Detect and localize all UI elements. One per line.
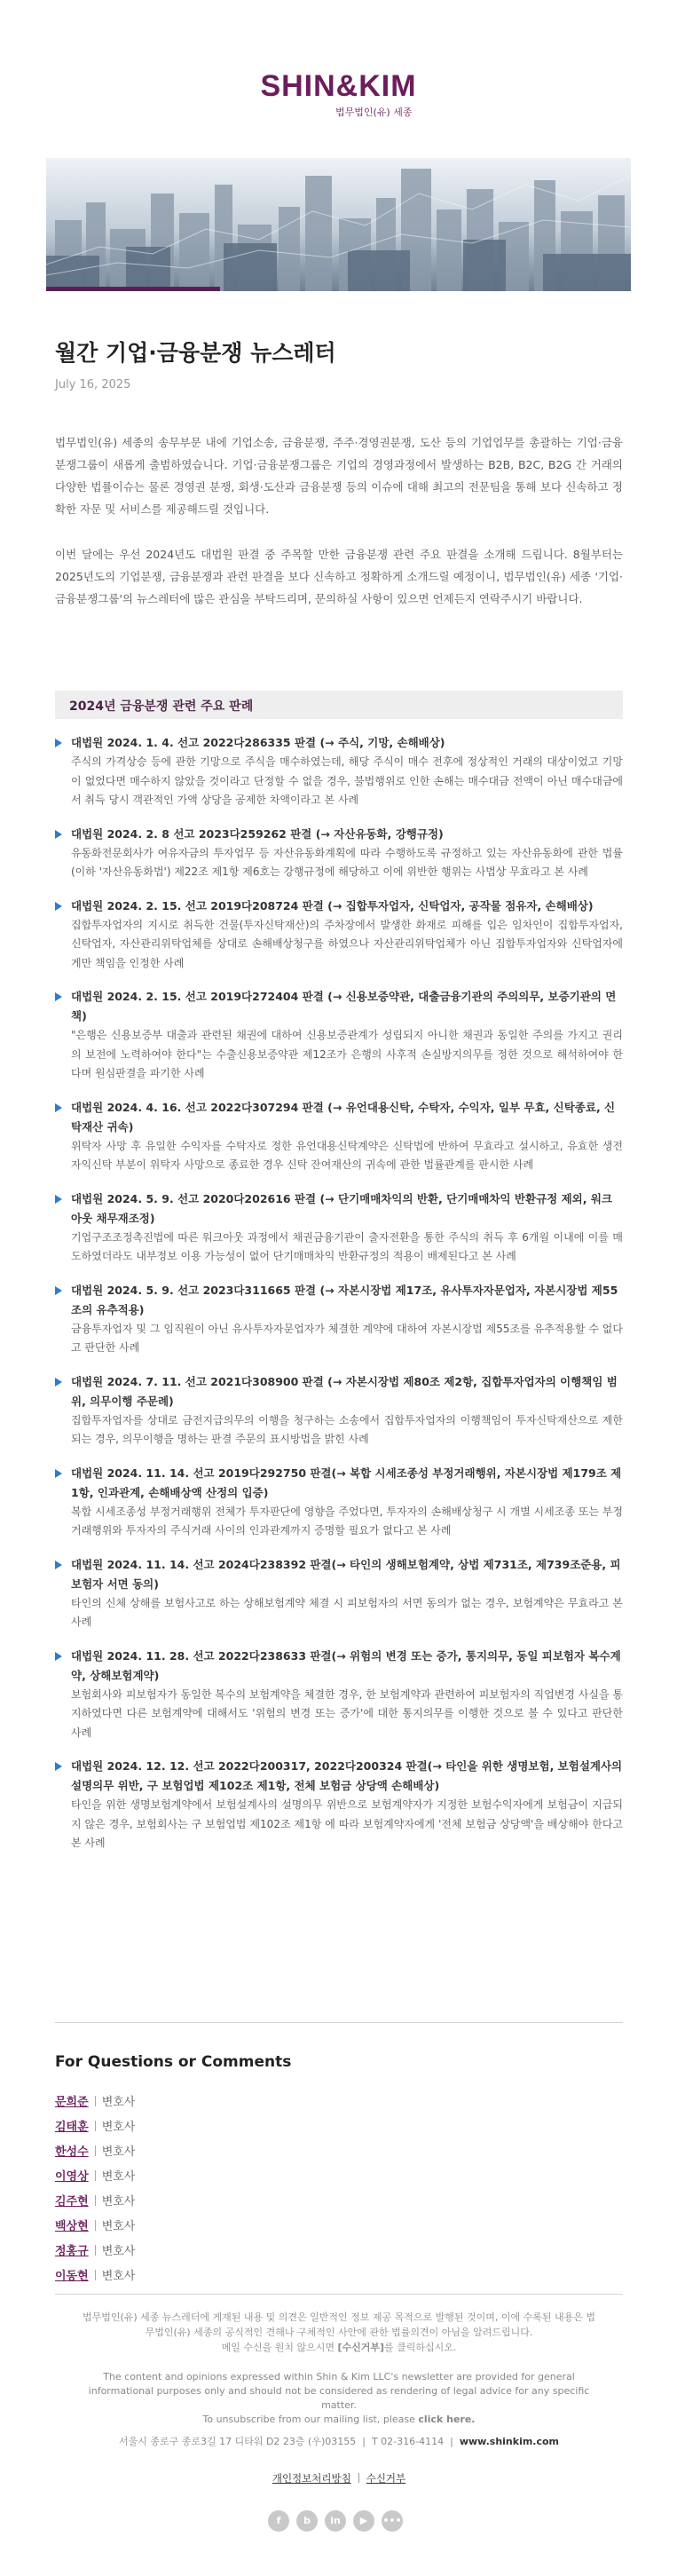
website-link[interactable]: www.shinkim.com [459,2436,560,2447]
unsubscribe-en-text: To unsubscribe from our mailing list, please [202,2414,419,2425]
case-item [55,1281,623,1358]
contact-item [55,2115,623,2140]
intro-paragraph-1: 법무법인(유) 세종의 송무부문 내에 기업소송, 금융분쟁, 주주·경영권분쟁, 도산 등의 기업업무를 총괄하는 기업·금융분쟁그룹이 새롭게 출범하였습니다. 기업·금융분쟁그룹은 기업의 경영과정에서 발생하는 B2B, B2C, B2G 간 거래의 다양한 법률이슈는 물론 경영권 분쟁, 회생·도산과 금융분쟁 등의 이슈에 대해 최고의 전문팀을 통해 보다 신속하고 정확한 자문 및 서비스를 제공해드릴 것입니다. [55,436,623,516]
case-summary: 유동화전문회사가 여유자금의 투자업무 등 자산유동화계획에 따라 수행하도록 규정하고 있는 자산유동화에 관한 법률(이하 '자산유동화법') 제22조 제1항 제6호는 강행규정에 해당하고 이에 위반한 행위는 사법상 무효라고 본 사례 [71,846,623,878]
contact-role: 변호사 [101,2096,136,2109]
contact-item [55,2240,623,2264]
divider [55,2294,623,2295]
contact-item [55,2215,623,2240]
triangle-bullet-icon [55,1103,62,1112]
case-title[interactable]: 대법원 2024. 7. 11. 선고 2021다308900 판결 (→ 자본시장법 제80조 제2항, 집합투자업자의 이행책임 범위, 의무이행 주문례) [55,1372,623,1411]
case-title[interactable]: 대법원 2024. 2. 15. 선고 2019다272404 판결 (→ 신용보증약관, 대출금융기관의 주의의무, 보증기관의 면책) [55,987,623,1026]
disclaimer-en-text: The content and opinions expressed within Shin & Kim LLC's newsletter are provided for general informational purposes only and should not be considered as rendering of legal advice for any specific matter. [88,2371,590,2411]
contact-name-link[interactable]: 김주현 [55,2195,89,2209]
address-text: 서울시 종로구 종로3길 17 디타워 D2 23층 (우)03155 [118,2436,357,2447]
case-title[interactable]: 대법원 2024. 5. 9. 선고 2023다311665 판결 (→ 자본시장법 제17조, 유사투자자문업자, 자본시장법 제55조의 유추적용) [55,1281,623,1320]
case-item [55,1757,623,1853]
case-title[interactable]: 대법원 2024. 2. 8 선고 2023다259262 판결 (→ 자산유동화, 강행규정) [55,825,623,844]
contact-name-link[interactable]: 정홍규 [55,2245,89,2258]
contact-name-link[interactable]: 이동현 [55,2270,89,2283]
triangle-bullet-icon [55,1469,62,1478]
triangle-bullet-icon [55,1652,62,1661]
case-item [55,825,623,882]
case-title[interactable]: 대법원 2024. 2. 15. 선고 2019다208724 판결 (→ 집합투자업자, 신탁업자, 공작물 점유자, 손해배상) [55,897,623,916]
separator [95,2270,96,2280]
footer-address: 서울시 종로구 종로3길 17 디타워 D2 23층 (우)03155 | T 02-316-4114 | www.shinkim.com [118,2436,560,2447]
disclaimer-ko-text: 법무법인(유) 세종 뉴스레터에 게재된 내용 및 의견은 일반적인 정보 제공 목적으로 발행된 것이며, 이에 수록된 내용은 법무법인(유) 세종의 공식적인 견해나 구체적인 사안에 관한 법률의견이 아님을 알려드립니다. [82,2311,596,2338]
newsletter-title: 월간 기업·금융분쟁 뉴스레터 [55,340,336,366]
contact-item [55,2165,623,2190]
triangle-bullet-icon [55,992,62,1001]
case-summary: 보험회사와 피보험자가 동일한 복수의 보험계약을 체결한 경우, 한 보험계약과 관련하여 피보험자의 직업변경 사실을 통지하였다면 다른 보험계약에 대해서도 '위험의 변경 또는 증가'에 대한 통지의무를 이행한 것으로 볼 수 있다고 판단한 사례 [71,1687,623,1739]
case-title[interactable]: 대법원 2024. 11. 14. 선고 2019다292750 판결(→ 복합 시세조종성 부정거래행위, 자본시장법 제179조 제1항, 인과관계, 손해배상액 산정의 입증) [55,1464,623,1503]
city-skyline-image [46,158,631,291]
case-title[interactable]: 대법원 2024. 12. 12. 선고 2022다200317, 2022다200324 판결(→ 타인을 위한 생명보험, 보험설계사의 설명의무 위반, 구 보험업법 제102조 제1항, 전체 보험금 상당액 손해배상) [55,1757,623,1796]
contact-name-link[interactable]: 한성수 [55,2145,89,2159]
banner-accent-bar [46,287,220,291]
unsubscribe-en-link[interactable]: click here. [418,2414,476,2425]
case-item [55,1372,623,1450]
contact-role: 변호사 [101,2270,136,2283]
case-item [55,1189,623,1267]
youtube-icon[interactable]: ▶ [353,2510,374,2532]
case-summary: 위탁자 사망 후 유일한 수익자를 수탁자로 정한 유언대용신탁계약은 신탁법에 반하여 무효라고 설시하고, 유효한 생전 자익신탁 부분이 위탁자 사망으로 종료한 경우 신탁 잔여재산의 귀속에 관한 법률관계를 판시한 사례 [71,1139,623,1171]
contact-name-link[interactable]: 백상현 [55,2220,89,2233]
banner-image [46,158,631,291]
contact-item [55,2090,623,2115]
unsubscribe-ko-text: 메일 수신을 원치 않으시면 [221,2342,338,2353]
triangle-bullet-icon [55,1378,62,1387]
chat-icon[interactable]: ••• [382,2510,403,2532]
case-summary: 주식의 가격상승 등에 관한 기망으로 주식을 매수하였는데, 해당 주식이 매수 전후에 정상적인 거래의 대상이었고 기망이 없었다면 매수하지 않았을 것이라고 단정할 수 없을 경우, 불법행위로 인한 손해는 매수대금 전액이 아닌 매수대금에서 취득 당시 객관적인 가액 상당을 공제한 차액이라고 본 사례 [71,755,623,806]
contact-role: 변호사 [101,2170,136,2184]
contact-role: 변호사 [101,2220,136,2233]
contact-item [55,2264,623,2289]
case-item [55,897,623,974]
case-item [55,1098,623,1175]
footer-links [55,2471,623,2485]
case-summary: 타인을 위한 생명보험계약에서 보험설계사의 설명의무 위반으로 보험계약자가 지정한 보험수익자에게 보험금이 지급되지 않은 경우, 보험회사는 구 보험업법 제102조 제1항 에 따라 보험계약자에게 '전체 보험금 상당액'을 배상해야 한다고 본 사례 [71,1798,623,1849]
contact-role: 변호사 [101,2195,136,2209]
separator [95,2220,96,2231]
logo-wordmark: SHIN&KIM [260,69,417,103]
case-title[interactable]: 대법원 2024. 5. 9. 선고 2020다202616 판결 (→ 단기매매차익의 반환, 단기매매차익 반환규정 제외, 워크아웃 채무재조정) [55,1189,623,1229]
separator [358,2473,359,2483]
case-title[interactable]: 대법원 2024. 4. 16. 선고 2022다307294 판결 (→ 유언대용신탁, 수탁자, 수익자, 일부 무효, 신탁종료, 신탁재산 귀속) [55,1098,623,1137]
case-title[interactable]: 대법원 2024. 11. 14. 선고 2024다238392 판결(→ 타인의 생해보험계약, 상법 제731조, 제739조준용, 피보험자 서면 동의) [55,1555,623,1594]
section-header [55,691,623,719]
case-summary: 집합투자업자를 상대로 금전지급의무의 이행을 청구하는 소송에서 집합투자업자의 이행책임이 투자신탁재산으로 제한되는 경우, 의무이행을 명하는 판결 주문의 표시방법을 밝힌 사례 [71,1413,623,1445]
separator [95,2096,96,2106]
case-title[interactable]: 대법원 2024. 1. 4. 선고 2022다286335 판결 (→ 주식, 기망, 손해배상) [55,733,623,753]
contact-role: 변호사 [101,2245,136,2258]
blog-icon[interactable]: b [296,2510,318,2532]
contact-name-link[interactable]: 김태훈 [55,2121,89,2134]
facebook-icon[interactable]: f [268,2510,289,2532]
case-summary: 타인의 신체 상해를 보험사고로 하는 상해보험계약 체결 시 피보험자의 서면 동의가 없는 경우, 보험계약은 무효라고 본 사례 [71,1596,623,1628]
social-links [268,2510,410,2533]
triangle-bullet-icon [55,1195,62,1204]
case-title[interactable]: 대법원 2024. 11. 28. 선고 2022다238633 판결(→ 위험의 변경 또는 증가, 통지의무, 동일 피보험자 복수계약, 상해보험계약) [55,1647,623,1686]
linkedin-icon[interactable]: in [325,2510,346,2532]
contact-role: 변호사 [101,2145,136,2159]
case-summary: 복합 시세조종성 부정거래행위 전체가 투자판단에 영향을 주었다면, 투자자의 손해배상청구 시 개별 시세조종 또는 부정거래행위와 투자자의 주식거래 사이의 인과관계까지 증명할 필요가 없다고 본 사례 [71,1505,623,1537]
phone-text: T 02-316-4114 [371,2436,445,2447]
unsubscribe-ko-link[interactable]: [수신거부] [337,2342,385,2353]
case-item [55,1647,623,1743]
case-summary: 집합투자업자의 지시로 취득한 건물(투자신탁재산)의 주차장에서 발생한 화재로 피해를 입은 임차인이 집합투자업자, 신탁업자, 자산관리위탁업체를 상대로 손해배상청구를 하였으나 자산관리위탁업체가 아닌 집합투자업자와 신탁업자에게만 책임을 인정한 사례 [71,918,623,969]
triangle-bullet-icon [55,830,62,839]
triangle-bullet-icon [55,902,62,911]
separator [95,2121,96,2131]
footer-disclaimer-ko [82,2310,596,2355]
case-item [55,733,623,810]
case-item [55,1555,623,1632]
case-list [55,733,623,1868]
separator [95,2195,96,2206]
case-summary: 기업구조조정촉진법에 따른 워크아웃 과정에서 채권금융기관이 출자전환을 통한 주식의 취득 후 6개월 이내에 이를 매도하였더라도 내부정보 이용 가능성이 없어 단기매매차익 반환규정의 적용이 배제된다고 본 사례 [71,1230,623,1262]
case-summary: 금융투자업자 및 그 임직원이 아닌 유사투자자문업자가 체결한 계약에 대하여 자본시장법 제55조를 유추적용할 수 없다고 판단한 사례 [71,1322,623,1354]
questions-title: For Questions or Comments [55,2053,292,2071]
logo[interactable] [0,69,677,118]
footer-disclaimer-en [82,2370,596,2427]
newsletter-date: July 16, 2025 [55,378,131,391]
case-summary: "은행은 신용보증부 대출과 관련된 채권에 대하여 신용보증관계가 성립되지 아니한 채권과 동일한 주의를 가지고 권리의 보전에 노력하여야 한다"는 수출신용보증약관 제12조가 은행의 사후적 손실방지의무를 정한 것으로 해석하여야 한다며 원심판결을 파기한 사례 [71,1029,623,1079]
contact-item [55,2140,623,2165]
divider [55,2022,623,2023]
unsubscribe-ko-text-end: 를 클릭하십시오. [384,2342,457,2353]
triangle-bullet-icon [55,1561,62,1569]
separator [95,2170,96,2181]
header [0,0,677,158]
contact-name-link[interactable]: 이영상 [55,2170,89,2184]
triangle-bullet-icon [55,1286,62,1295]
contact-name-link[interactable]: 문희준 [55,2096,89,2109]
triangle-bullet-icon [55,1762,62,1771]
section-heading: 2024년 금융분쟁 관련 주요 판례 [69,699,254,714]
logo-subtitle: 법무법인(유) 세종 [335,107,413,118]
intro-paragraph-2: 이번 달에는 우선 2024년도 대법원 판결 중 주목할 만한 금융분쟁 관련 주요 판결을 소개해 드립니다. 8월부터는 2025년도의 기업분쟁, 금융분쟁과 관련 판결을 보다 신속하고 정확하게 소개드릴 예정이니, 법무법인(유) 세종 '기업·금융분쟁그룹'의 뉴스레터에 많은 관심을 부탁드리며, 문의하실 사항이 있으면 언제든지 연락주시기 바랍니다. [55,548,623,605]
case-item [55,1464,623,1541]
separator [95,2145,96,2156]
contact-role: 변호사 [101,2121,136,2134]
contact-list [55,2090,623,2289]
separator [95,2245,96,2256]
contact-item [55,2190,623,2215]
unsubscribe-link[interactable]: 수신거부 [366,2472,406,2485]
privacy-policy-link[interactable]: 개인정보처리방침 [272,2472,351,2485]
triangle-bullet-icon [55,739,62,747]
case-item [55,987,623,1084]
